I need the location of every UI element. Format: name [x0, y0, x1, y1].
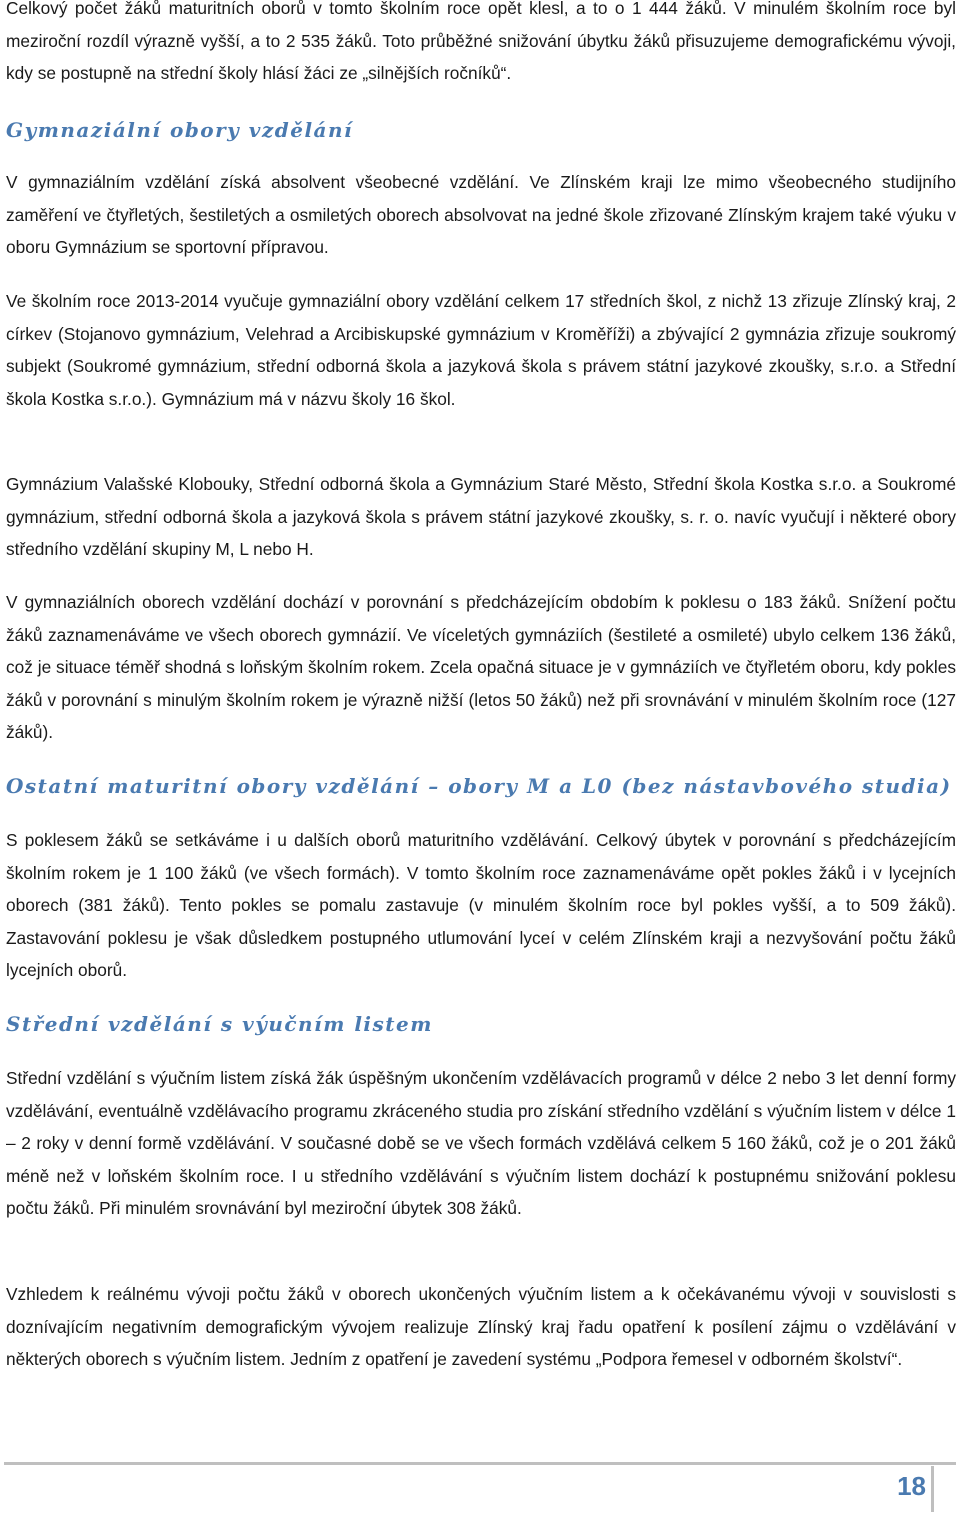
gymnazialni-paragraph-4: V gymnaziálních oborech vzdělání dochází v porovnání s předcházejícím obdobím k poklesu o 183 žáků. Snížení počtu žáků zaznamenáváme ve všech oborech gymnázií. Ve víceletých gymnáziích (šestileté a osmileté) ubylo celkem 136 žáků, což je situace téměř shodná s loňským školním rokem. Zcela opačná situace je v gymnáziích ve čtyřletém oboru, kdy pokles žáků v porovnání s minulým školním rokem je výrazně nižší (letos 50 žáků) než při srovnávání v minulém školním roce (127 žáků). — [6, 592, 956, 742]
section-heading-ostatni: Ostatní maturitní obory vzdělání – obory M a L0 (bez nástavbového studia) — [6, 774, 952, 798]
page-number-bar — [931, 1466, 934, 1512]
gymnazialni-paragraph-2: Ve školním roce 2013-2014 vyučuje gymnaziální obory vzdělání celkem 17 středních škol, z nichž 13 zřizuje Zlínský kraj, 2 církev (Stojanovo gymnázium, Velehrad a Arcibiskupské gymnázium v Kroměříži) a zbývající 2 gymnázia zřizuje soukromý subjekt (Soukromé gymnázium, střední odborná škola a jazyková škola s právem státní jazykové zkoušky, s.r.o. a Střední škola Kostka s.r.o.). Gymnázium má v názvu školy 16 škol. — [6, 291, 956, 409]
section-heading-gymnazialni: Gymnaziální obory vzdělání — [6, 118, 354, 142]
gymnazialni-paragraph-3: Gymnázium Valašské Klobouky, Střední odborná škola a Gymnázium Staré Město, Střední škola Kostka s.r.o. a Soukromé gymnázium, střední odborná škola a jazyková škola s právem státní jazykové zkoušky, s. r. o. navíc vyučují i některé obory středního vzdělání skupiny M, L nebo H. — [6, 474, 956, 559]
vyucni-paragraph-1: Střední vzdělání s výučním listem získá žák úspěšným ukončením vzdělávacích programů v délce 2 nebo 3 let denní formy vzdělávání, eventuálně vzdělávacího programu zkráceného studia pro získání středního vzdělání s výučním listem v délce 1 – 2 roky v denní formě vzdělávání. V současné době se ve všech formách vzdělává celkem 5 160 žáků, což je o 201 žáků méně než v loňském školním roce. I u středního vzdělávání s výučním listem dochází k postupnému snižování poklesu počtu žáků. Při minulém srovnávání byl meziroční úbytek 308 žáků. — [6, 1068, 956, 1218]
page-number: 18 — [897, 1471, 926, 1501]
gymnazialni-paragraph-1: V gymnaziálním vzdělání získá absolvent všeobecné vzdělání. Ve Zlínském kraji lze mimo všeobecného studijního zaměření ve čtyřletých, šestiletých a osmiletých oborech absolvovat na jedné škole zřizované Zlínským krajem také výuku v oboru Gymnázium se sportovní přípravou. — [6, 172, 956, 257]
intro-paragraph: Celkový počet žáků maturitních oborů v tomto školním roce opět klesl, a to o 1 444 žáků. V minulém školním roce byl meziroční rozdíl výrazně vyšší, a to 2 535 žáků. Toto průběžné snižování úbytku žáků přisuzujeme demografickému vývoji, kdy se postupně na střední školy hlásí žáci ze „silnějších ročníků“. — [6, 0, 956, 83]
footer-divider — [4, 1462, 956, 1465]
vyucni-paragraph-2: Vzhledem k reálnému vývoji počtu žáků v oborech ukončených výučním listem a k očekávanému vývoji v souvislosti s doznívajícím negativním demografickým vývojem realizuje Zlínský kraj řadu opatření k posílení zájmu o vzdělávání v některých oborech s výučním listem. Jedním z opatření je zavedení systému „Podpora řemesel v odborném školství“. — [6, 1284, 956, 1369]
section-heading-vyucni: Střední vzdělání s výučním listem — [6, 1012, 433, 1036]
ostatni-paragraph-1: S poklesem žáků se setkáváme i u dalších oborů maturitního vzdělávání. Celkový úbytek v porovnání s předcházejícím školním rokem je 1 100 žáků (ve všech formách). V tomto školním roce zaznamenáváme opět pokles žáků i v lycejních oborech (381 žáků). Tento pokles se pomalu zastavuje (v minulém školním roce byl pokles vyšší, a to 509 žáků). Zastavování poklesu je však důsledkem postupného utlumování lyceí v celém Zlínském kraji a nezvyšování počtu žáků lycejních oborů. — [6, 830, 956, 980]
